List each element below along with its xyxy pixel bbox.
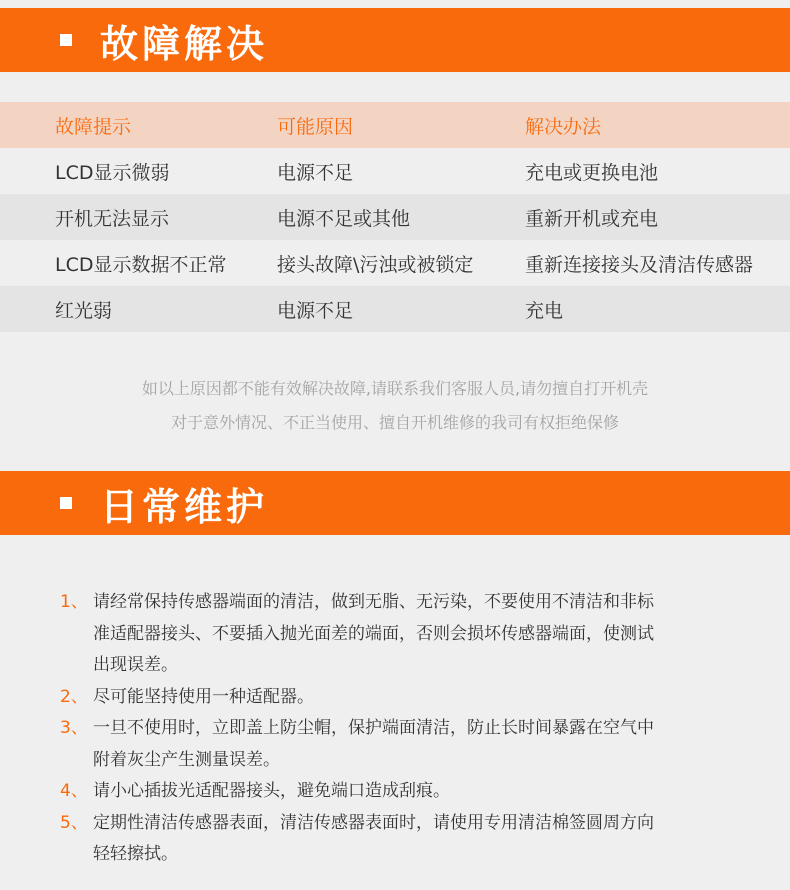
list-item — [60, 587, 740, 682]
text-line: 一旦不使用时，立即盖上防尘帽，保护端面清洁，防止长时间暴露在空气中 — [93, 718, 654, 738]
list-item-text — [93, 682, 725, 714]
table-header-cell: 故障提示 — [55, 115, 132, 138]
list-item-text — [93, 587, 725, 682]
table-row — [0, 148, 790, 194]
table-cell: 电源不足 — [277, 161, 354, 184]
list-item-text — [93, 713, 725, 776]
list-item-number: 4、 — [60, 781, 88, 801]
table-row — [0, 286, 790, 332]
troubleshooting-table — [0, 102, 790, 332]
table-cell: 开机无法显示 — [55, 207, 170, 230]
table-cell: LCD显示微弱 — [55, 161, 170, 184]
warranty-note: 对于意外情况、不正当使用、擅自开机维修的我司有权拒绝保修 — [170, 413, 619, 432]
section-banner-troubleshooting — [0, 8, 790, 72]
text-line: 请小心插拔光适配器接头，避免端口造成刮痕。 — [93, 781, 450, 801]
table-cell: 重新开机或充电 — [525, 207, 659, 230]
text-line: 附着灰尘产生测量误差。 — [93, 749, 280, 770]
table-row — [0, 240, 790, 286]
list-item-text — [93, 776, 725, 808]
table-cell: LCD显示数据不正常 — [55, 253, 227, 276]
table-cell: 红光弱 — [55, 299, 113, 322]
text-line: 轻轻擦拭。 — [93, 844, 178, 864]
table-cell: 重新连接接头及清洁传感器 — [525, 253, 754, 276]
text-line: 请经常保持传感器端面的清洁，做到无脂、无污染，不要使用不清洁和非标 — [93, 592, 654, 612]
maintenance-tips-list — [60, 587, 740, 871]
list-item — [60, 713, 740, 776]
table-cell: 充电 — [525, 299, 564, 322]
section-banner-maintenance — [0, 471, 790, 535]
support-note: 如以上原因都不能有效解决故障,请联系我们客服人员,请勿擅自打开机壳 — [141, 379, 649, 398]
list-item — [60, 682, 740, 714]
list-item-number: 2、 — [60, 686, 88, 707]
text-line: 准适配器接头、不要插入抛光面差的端面，否则会损坏传感器端面，使测试 — [93, 623, 654, 644]
list-item-number: 5、 — [60, 812, 88, 833]
table-header-row — [0, 102, 790, 148]
text-line: 尽可能坚持使用一种适配器。 — [93, 686, 314, 707]
section-title: 故障解决 — [100, 21, 269, 66]
text-line: 出现误差。 — [93, 655, 178, 675]
table-cell: 充电或更换电池 — [525, 161, 659, 184]
table-cell: 电源不足 — [277, 299, 354, 322]
text-line: 定期性清洁传感器表面，清洁传感器表面时，请使用专用清洁棉签圆周方向 — [93, 812, 654, 833]
list-item-number: 1、 — [60, 592, 88, 612]
list-item-number: 3、 — [60, 718, 88, 738]
list-item — [60, 776, 740, 808]
square-bullet-icon — [60, 497, 72, 509]
table-cell: 接头故障\污浊或被锁定 — [277, 253, 474, 276]
section-title: 日常维护 — [100, 484, 269, 529]
square-bullet-icon — [60, 34, 72, 46]
table-header-cell: 可能原因 — [277, 115, 354, 138]
table-cell: 电源不足或其他 — [277, 207, 411, 230]
table-header-cell: 解决办法 — [525, 115, 602, 138]
table-row — [0, 194, 790, 240]
list-item — [60, 808, 740, 871]
list-item-text — [93, 808, 725, 871]
